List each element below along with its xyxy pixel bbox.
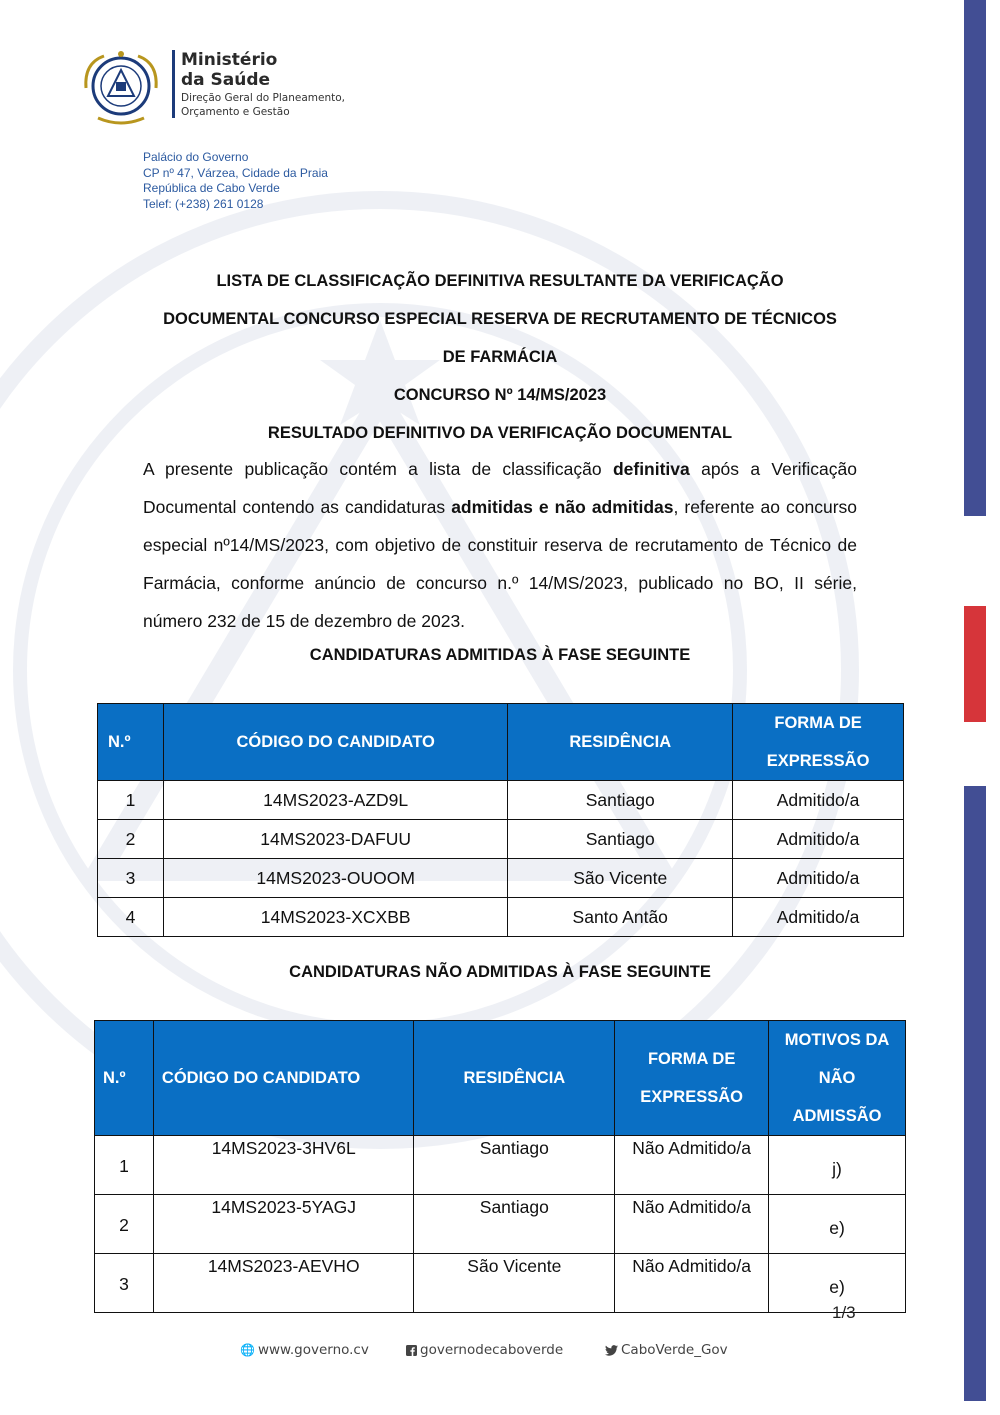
ministry-subtitle-2: Orçamento e Gestão: [181, 106, 290, 118]
address-block: [143, 150, 328, 212]
title-line: DE FARMÁCIA: [442, 348, 558, 366]
table-cell: Santo Antão: [508, 898, 733, 937]
paragraph-bold: definitiva: [612, 459, 690, 479]
page-number: 1/3: [832, 1303, 856, 1322]
side-bar-blue-bottom: [964, 786, 986, 1401]
address-line: Telef: (+238) 261 0128: [143, 196, 264, 211]
column-header: FORMA DE EXPRESSÃO: [615, 1021, 769, 1136]
document-title: [100, 262, 900, 452]
table-cell: 4: [98, 898, 164, 937]
side-bar-red: [964, 606, 986, 722]
column-header: N.º: [95, 1021, 154, 1136]
table-row: [98, 859, 904, 898]
table-cell: j): [769, 1136, 906, 1195]
table-cell: São Vicente: [508, 859, 733, 898]
table-cell: 2: [95, 1195, 154, 1254]
footer-website-text: www.governo.cv: [257, 1342, 369, 1358]
admitted-heading: CANDIDATURAS ADMITIDAS À FASE SEGUINTE: [309, 646, 691, 664]
table-cell: 14MS2023-AEVHO: [153, 1254, 414, 1313]
title-line: LISTA DE CLASSIFICAÇÃO DEFINITIVA RESULTANTE DA VERIFICAÇÃO: [216, 272, 784, 290]
table-cell: 3: [98, 859, 164, 898]
table-cell: Santiago: [508, 781, 733, 820]
table-cell: 3: [95, 1254, 154, 1313]
title-line: RESULTADO DEFINITIVO DA VERIFICAÇÃO DOCUMENTAL: [267, 424, 733, 442]
title-line: DOCUMENTAL CONCURSO ESPECIAL RESERVA DE RECRUTAMENTO DE TÉCNICOS: [163, 310, 837, 328]
table-cell: São Vicente: [414, 1254, 615, 1313]
table-cell: Não Admitido/a: [615, 1195, 769, 1254]
address-line: República de Cabo Verde: [143, 181, 280, 195]
column-header: RESIDÊNCIA: [508, 704, 733, 781]
globe-icon: 🌐: [240, 1343, 255, 1357]
footer-facebook[interactable]: [406, 1342, 563, 1358]
intro-paragraph: [143, 450, 857, 640]
not-admitted-table: [94, 1020, 906, 1313]
table-cell: 1: [95, 1136, 154, 1195]
table-cell: e): [769, 1254, 906, 1313]
paragraph-text: após a Verificação Documental contendo as candidaturas: [143, 459, 857, 517]
table-cell: Admitido/a: [733, 820, 904, 859]
table-row: [98, 820, 904, 859]
table-cell: 14MS2023-XCXBB: [163, 898, 507, 937]
column-header: FORMA DE EXPRESSÃO: [733, 704, 904, 781]
table-cell: Santiago: [414, 1136, 615, 1195]
table-cell: 1: [98, 781, 164, 820]
table-row: [95, 1136, 906, 1195]
facebook-icon: [406, 1345, 417, 1356]
ministry-header: [172, 50, 345, 118]
table-row: [95, 1195, 906, 1254]
table-cell: 14MS2023-AZD9L: [163, 781, 507, 820]
paragraph-text: , referente ao concurso especial nº14/MS/2023, com objetivo de constituir reserva de recrutamento de Técnico de Farmácia, conforme anúncio de concurso n.º 14/MS/2023, publicado no BO, II série, número 232 de 15 de dezembro de 2023.: [143, 497, 858, 631]
ministry-title-2: da Saúde: [181, 70, 271, 90]
address-line: Palácio do Governo: [143, 150, 249, 164]
table-cell: 14MS2023-5YAGJ: [153, 1195, 414, 1254]
column-header: CÓDIGO DO CANDIDATO: [153, 1021, 414, 1136]
twitter-icon: [605, 1345, 618, 1356]
column-header: MOTIVOS DA NÃO ADMISSÃO: [769, 1021, 906, 1136]
address-line: CP nº 47, Várzea, Cidade da Praia: [143, 165, 328, 180]
ministry-subtitle-1: Direção Geral do Planeamento,: [181, 92, 346, 104]
footer-facebook-text: governodecaboverde: [420, 1342, 564, 1358]
table-cell: 14MS2023-OUOOM: [163, 859, 507, 898]
title-line: CONCURSO Nº 14/MS/2023: [393, 386, 607, 404]
table-cell: 14MS2023-3HV6L: [153, 1136, 414, 1195]
paragraph-text: A presente publicação contém a lista de classificação: [143, 459, 613, 479]
table-cell: Não Admitido/a: [615, 1136, 769, 1195]
table-cell: e): [769, 1195, 906, 1254]
table-row: [98, 898, 904, 937]
footer-website[interactable]: [240, 1342, 369, 1358]
column-header: RESIDÊNCIA: [414, 1021, 615, 1136]
not-admitted-heading: CANDIDATURAS NÃO ADMITIDAS À FASE SEGUINTE: [289, 963, 711, 981]
table-cell: Admitido/a: [733, 781, 904, 820]
table-row: [98, 781, 904, 820]
side-bar-blue-top: [964, 0, 986, 516]
footer-twitter-text: CaboVerde_Gov: [621, 1342, 728, 1358]
column-header: CÓDIGO DO CANDIDATO: [163, 704, 507, 781]
table-cell: Não Admitido/a: [615, 1254, 769, 1313]
table-cell: 14MS2023-DAFUU: [163, 820, 507, 859]
table-cell: Santiago: [414, 1195, 615, 1254]
paragraph-bold: admitidas e não admitidas: [451, 497, 674, 517]
footer-twitter[interactable]: [605, 1342, 728, 1358]
table-cell: Santiago: [508, 820, 733, 859]
table-row: [95, 1254, 906, 1313]
ministry-title: Ministério: [181, 50, 278, 70]
table-cell: 2: [98, 820, 164, 859]
column-header: N.º: [98, 704, 164, 781]
table-cell: Admitido/a: [733, 898, 904, 937]
admitted-table: [97, 703, 904, 937]
coat-of-arms-icon: [76, 48, 166, 128]
table-cell: Admitido/a: [733, 859, 904, 898]
